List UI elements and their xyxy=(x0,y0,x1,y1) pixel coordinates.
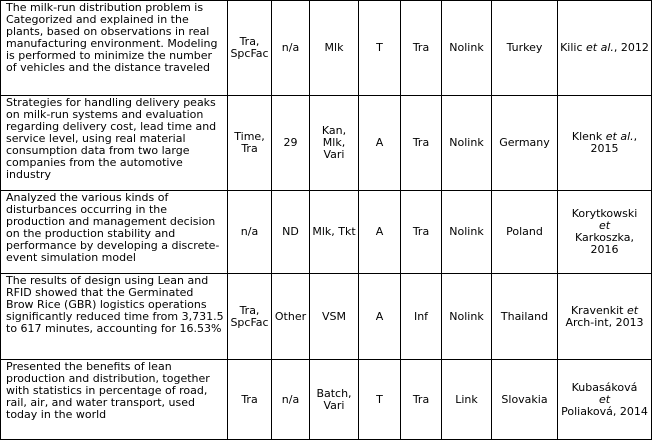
focus-cell: Tra xyxy=(401,191,442,274)
type-cell: T xyxy=(359,360,401,440)
category-cell: Time, Tra xyxy=(228,96,272,191)
reference-cell xyxy=(558,191,652,274)
ref-year: Poliaková, 2014 xyxy=(561,404,648,418)
ref-year: Karkoszka, 2016 xyxy=(575,231,634,256)
reference-cell xyxy=(558,274,652,360)
reference-cell xyxy=(558,1,652,96)
ref-etal: et xyxy=(598,392,611,406)
ref-year: , 2015 xyxy=(590,130,638,155)
method-cell: Mlk, Tkt xyxy=(310,191,359,274)
focus-cell: Inf xyxy=(401,274,442,360)
ref-author: Klenk xyxy=(571,130,606,143)
type-cell: A xyxy=(359,96,401,191)
size-cell: ND xyxy=(272,191,310,274)
category-cell: Tra, SpcFac xyxy=(228,1,272,96)
link-cell: Nolink xyxy=(442,96,492,191)
ref-etal: et xyxy=(626,303,639,317)
ref-etal: et al. xyxy=(586,41,614,54)
country-cell: Turkey xyxy=(492,1,558,96)
size-cell: n/a xyxy=(272,1,310,96)
link-cell: Nolink xyxy=(442,191,492,274)
link-cell: Nolink xyxy=(442,1,492,96)
ref-author: Kilic xyxy=(560,41,587,54)
size-cell: n/a xyxy=(272,360,310,440)
focus-cell: Tra xyxy=(401,96,442,191)
type-cell: A xyxy=(359,191,401,274)
ref-author: Korytkowski xyxy=(571,207,638,220)
ref-etal: et al. xyxy=(605,130,634,143)
ref-author: Kravenkit xyxy=(570,303,627,317)
description-cell: The results of design using Lean and RFID showed that the Germinated Brow Rice (GBR) logistics operations significantly reduced time from 3,731.5 to 617 minutes, accounting for 16.53% xyxy=(1,274,228,360)
link-cell: Link xyxy=(442,360,492,440)
ref-year: Arch-int, 2013 xyxy=(565,315,644,329)
category-cell: Tra xyxy=(228,360,272,440)
size-cell: 29 xyxy=(272,96,310,191)
country-cell: Thailand xyxy=(492,274,558,360)
category-cell: n/a xyxy=(228,191,272,274)
ref-author: Kubasáková xyxy=(571,380,638,394)
table-row xyxy=(1,96,652,191)
ref-etal: et xyxy=(598,219,611,232)
type-cell: A xyxy=(359,274,401,360)
link-cell: Nolink xyxy=(442,274,492,360)
reference-cell xyxy=(558,96,652,191)
country-cell: Slovakia xyxy=(492,360,558,440)
table-row xyxy=(1,274,652,360)
size-cell: Other xyxy=(272,274,310,360)
ref-year: , 2012 xyxy=(613,41,649,54)
country-cell: Poland xyxy=(492,191,558,274)
table-row xyxy=(1,360,652,440)
type-cell: T xyxy=(359,1,401,96)
description-cell: The milk-run distribution problem is Categorized and explained in the plants, based on observations in real manufacturing environment. Modeling is performed to minimize the number of vehicles and the distance traveled xyxy=(1,1,228,96)
table-row xyxy=(1,191,652,274)
description-cell: Presented the benefits of lean production and distribution, together with statistics in percentage of road, rail, air, and water transport, used today in the world xyxy=(1,360,228,440)
method-cell: Kan, Mlk, Vari xyxy=(310,96,359,191)
method-cell: Mlk xyxy=(310,1,359,96)
description-cell: Strategies for handling delivery peaks on milk-run systems and evaluation regarding delivery cost, lead time and service level, using real material consumption data from two large companies from the automotive industry xyxy=(1,96,228,191)
country-cell: Germany xyxy=(492,96,558,191)
description-cell: Analyzed the various kinds of disturbances occurring in the production and management decision on the production stability and performance by developing a discrete-event simulation model xyxy=(1,191,228,274)
method-cell: Batch, Vari xyxy=(310,360,359,440)
focus-cell: Tra xyxy=(401,1,442,96)
category-cell: Tra, SpcFac xyxy=(228,274,272,360)
focus-cell: Tra xyxy=(401,360,442,440)
method-cell: VSM xyxy=(310,274,359,360)
reference-cell xyxy=(558,360,652,440)
table-row xyxy=(1,1,652,96)
